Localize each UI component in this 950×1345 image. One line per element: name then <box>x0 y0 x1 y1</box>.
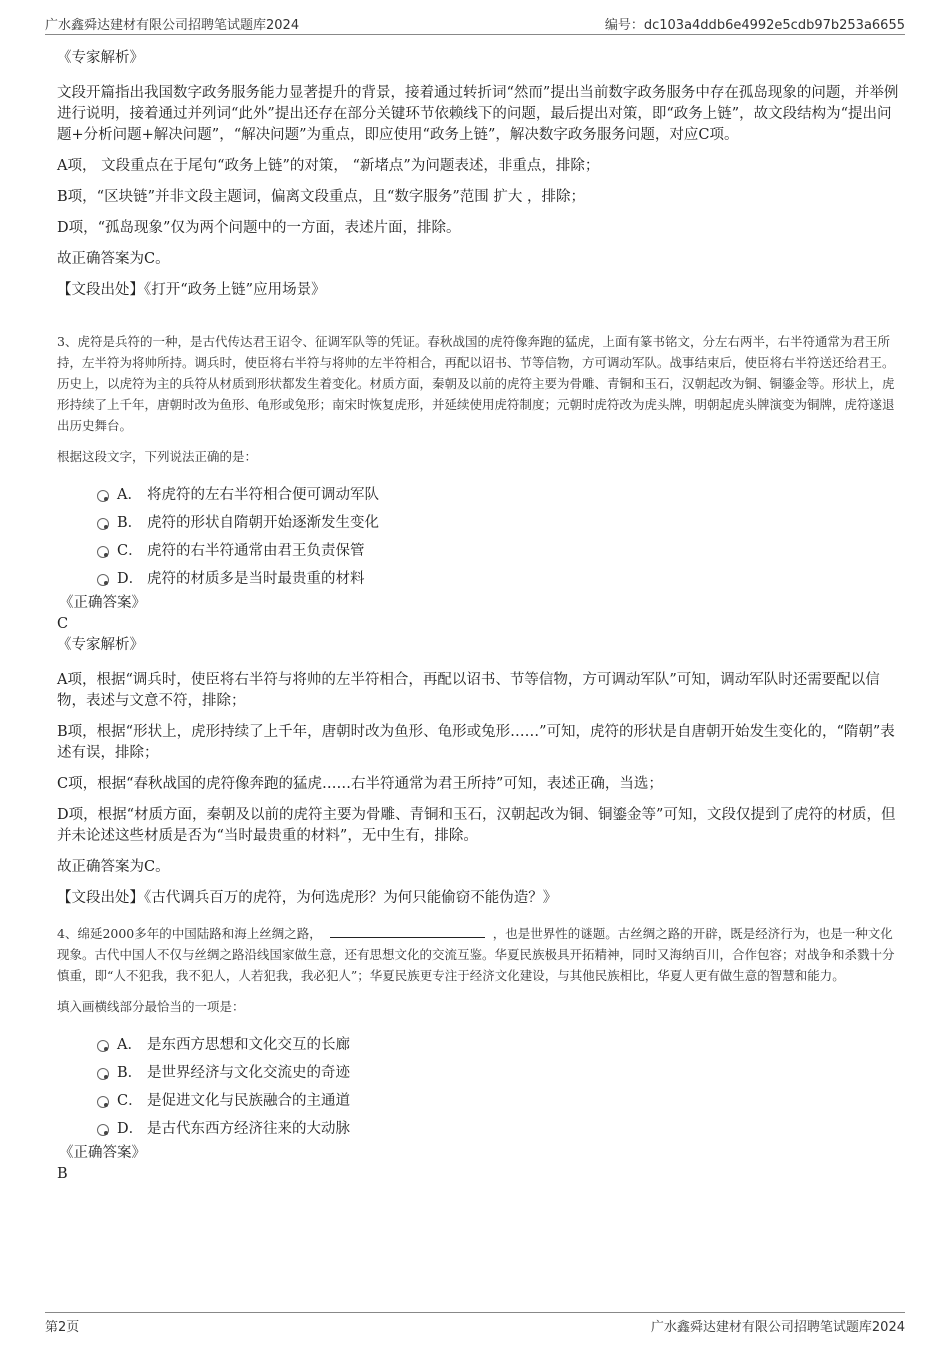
q3-answer-label: 《正确答案》 <box>59 595 146 611</box>
radio-icon[interactable] <box>97 518 109 530</box>
q4-option-d[interactable]: D． 是古代东西方经济往来的大动脉 <box>57 1115 902 1143</box>
page-content <box>57 48 902 1185</box>
q4-option-b[interactable]: B． 是世界经济与文化交流史的奇迹 <box>57 1059 902 1087</box>
q3-option-b[interactable]: B． 虎符的形状自隋朝开始逐渐发生变化 <box>57 509 902 537</box>
q3-answer: C <box>57 616 69 632</box>
q3-options <box>57 481 902 593</box>
q3-conclusion: 故正确答案为C。 <box>57 859 170 875</box>
q2-analysis-label: 《专家解析》 <box>57 50 144 66</box>
q4-question: 填入画横线部分最恰当的一项是： <box>57 999 245 1014</box>
page-header <box>45 12 905 35</box>
radio-icon[interactable] <box>97 490 109 502</box>
q2-analysis-text: 文段开篇指出我国数字政务服务能力显著提升的背景，接着通过转折词“然而”提出当前数字政务服务中存在孤岛现象的问题，并举例进行说明，接着通过并列词“此外”提出还存在部分关键环节依赖线下的问题，最后提出对策，即“政务上链”，故文段结构为“提出问题+分析问题+解决问题”，“解决问题”为重点，即应使用“政务上链”，解决数字政务服务问题，对应C项。 <box>57 85 899 143</box>
q3-analysis-a: A项，根据“调兵时，使臣将右半符与将帅的左半符相合，再配以诏书、节等信物，方可调动军队”可知，调动军队时还需要配以信物，表述与文意不符，排除； <box>57 672 880 709</box>
footer-title: 广水鑫舜达建材有限公司招聘笔试题库2024 <box>650 1320 905 1335</box>
radio-icon[interactable] <box>97 574 109 586</box>
q3-analysis-b: B项，根据“形状上，虎形持续了上千年，唐朝时改为鱼形、龟形或兔形……”可知，虎符的形状是自唐朝开始发生变化的，“隋朝”表述有误，排除； <box>57 724 895 761</box>
q2-analysis-a: A项， 文段重点在于尾句“政务上链”的对策， “新堵点”为问题表述，非重点，排除； <box>57 158 600 174</box>
q4-option-c[interactable]: C． 是促进文化与民族融合的主通道 <box>57 1087 902 1115</box>
q2-source: 【文段出处】《打开“政务上链”应用场景》 <box>57 282 326 298</box>
radio-icon[interactable] <box>97 546 109 558</box>
page-footer <box>45 1312 905 1337</box>
q3-analysis-c: C项，根据“春秋战国的虎符像奔跑的猛虎……右半符通常为君王所持”可知，表述正确，当选； <box>57 776 663 792</box>
q4-option-a[interactable]: A． 是东西方思想和文化交互的长廊 <box>57 1031 902 1059</box>
radio-icon[interactable] <box>97 1040 109 1052</box>
radio-icon[interactable] <box>97 1096 109 1108</box>
radio-icon[interactable] <box>97 1124 109 1136</box>
page-number: 第2页 <box>45 1320 80 1335</box>
answer-blank <box>330 923 485 938</box>
q3-analysis-label: 《专家解析》 <box>57 637 144 653</box>
q3-option-c[interactable]: C． 虎符的右半符通常由君王负责保管 <box>57 537 902 565</box>
q2-analysis-d: D项，“孤岛现象”仅为两个问题中的一方面，表述片面，排除。 <box>57 220 461 236</box>
radio-icon[interactable] <box>97 1068 109 1080</box>
q2-analysis-b: B项，“区块链”并非文段主题词，偏离文段重点，且“数字服务”范围 扩大 ，排除； <box>57 189 586 205</box>
q3-option-d[interactable]: D． 虎符的材质多是当时最贵重的材料 <box>57 565 902 593</box>
q4-answer-label: 《正确答案》 <box>59 1145 146 1161</box>
header-doc-id: 编号：dc103a4ddb6e4992e5cdb97b253a6655 <box>604 18 905 33</box>
q2-conclusion: 故正确答案为C。 <box>57 251 170 267</box>
q3-option-a[interactable]: A． 将虎符的左右半符相合便可调动军队 <box>57 481 902 509</box>
q4-options <box>57 1031 902 1143</box>
q4-stem: 4、绵延2000多年的中国陆路和海上丝绸之路， ，也是世界性的谜题。古丝绸之路的开辟，既是经济行为，也是一种文化现象。古代中国人不仅与丝绸之路沿线国家做生意，还有思想文化的交流互鉴。华夏民族极具开拓精神，同时又海纳百川，合作包容；对战争和杀戮十分慎重，即“人不犯我，我不犯人，人若犯我，我必犯人”；华夏民族更专注于经济文化建设，与其他民族相比，华夏人更有做生意的智慧和能力。 <box>57 923 902 986</box>
q3-analysis-d: D项，根据“材质方面，秦朝及以前的虎符主要为骨雕、青铜和玉石，汉朝起改为铜、铜鎏金等”可知，文段仅提到了虎符的材质，但并未论述这些材质是否为“当时最贵重的材料”，无中生有，排除。 <box>57 807 896 844</box>
q3-question: 根据这段文字，下列说法正确的是： <box>57 449 258 464</box>
q3-source: 【文段出处】《古代调兵百万的虎符，为何选虎形？为何只能偷窃不能伪造？》 <box>57 890 558 906</box>
q4-answer: B <box>57 1166 68 1182</box>
header-title: 广水鑫舜达建材有限公司招聘笔试题库2024 <box>45 18 300 33</box>
q3-stem: 3、虎符是兵符的一种，是古代传达君王诏令、征调军队等的凭证。春秋战国的虎符像奔跑的猛虎，上面有篆书铭文，分左右两半，右半符通常为君王所持，左半符为将帅所持。调兵时，使臣将右半符与将帅的左半符相合，再配以诏书、节等信物，方可调动军队。战事结束后，使臣将右半符送还给君王。历史上，以虎符为主的兵符从材质到形状都发生着变化。材质方面，秦朝及以前的虎符主要为骨雕、青铜和玉石，汉朝起改为铜、铜鎏金等。形状上，虎形持续了上千年，唐朝时改为鱼形、龟形或兔形；南宋时恢复虎形，并延续使用虎符制度；元朝时虎符改为虎头牌，明朝起虎头牌演变为铜牌，虎符遂退出历史舞台。 <box>57 334 895 433</box>
